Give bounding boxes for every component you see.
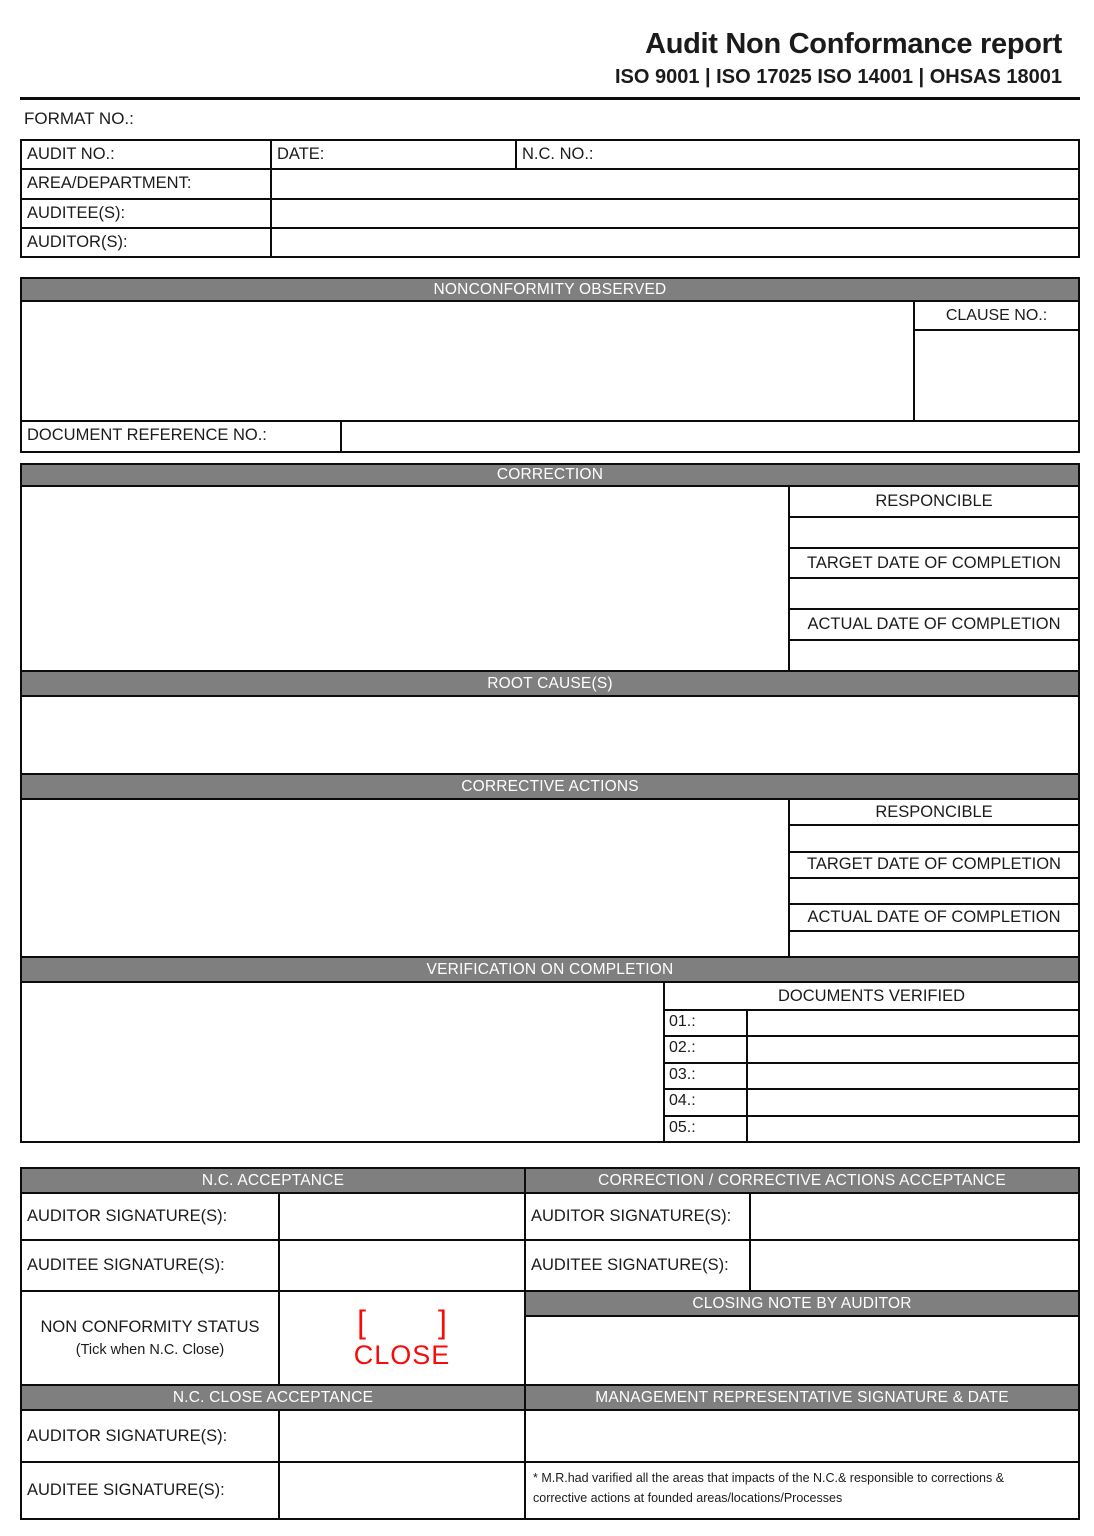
mr-verification-footnote [526, 1463, 1078, 1518]
nonconformity-text-field[interactable] [22, 302, 913, 420]
page-subtitle: ISO 9001 | ISO 17025 ISO 14001 | OHSAS 18001 [614, 66, 1062, 88]
nc-auditor-signature-label: AUDITOR SIGNATURE(S): [22, 1194, 280, 1239]
ca-acceptance-header: CORRECTION / CORRECTIVE ACTIONS ACCEPTANCE [526, 1169, 1078, 1192]
area-department-label: AREA/DEPARTMENT: [22, 170, 272, 197]
tick-brackets [357, 1303, 447, 1340]
area-department-field[interactable] [272, 170, 1078, 197]
root-cause-header: ROOT CAUSE(S) [20, 672, 1080, 697]
closing-note-header: CLOSING NOTE BY AUDITOR [526, 1292, 1078, 1317]
table-row [22, 170, 1078, 199]
nonconformity-section [20, 277, 1080, 453]
close-label: CLOSE [353, 1339, 451, 1370]
correction-actual-date-label: ACTUAL DATE OF COMPLETION [790, 610, 1078, 641]
corrective-responsible-field[interactable] [790, 826, 1078, 852]
acceptance-section [20, 1167, 1080, 1520]
corrective-target-date-label: TARGET DATE OF COMPLETION [790, 853, 1078, 879]
nc-auditor-signature-field[interactable] [280, 1194, 524, 1239]
table-row [22, 141, 1078, 170]
nc-status-label [22, 1292, 280, 1384]
root-cause-field[interactable] [22, 697, 1078, 773]
correction-responsible-label: RESPONCIBLE [790, 487, 1078, 518]
close-auditee-signature-label: AUDITEE SIGNATURE(S): [22, 1463, 280, 1518]
clause-no-label: CLAUSE NO.: [915, 302, 1078, 331]
header-rule [20, 97, 1080, 100]
close-auditee-signature-field[interactable] [280, 1463, 524, 1518]
closing-note-field[interactable] [526, 1317, 1078, 1384]
auditors-field[interactable] [272, 229, 1078, 256]
correction-responsible-field[interactable] [790, 518, 1078, 549]
doc-verified-5-field[interactable] [748, 1117, 1078, 1141]
format-no-label: FORMAT NO.: [24, 109, 134, 128]
nonconformity-header: NONCONFORMITY OBSERVED [20, 277, 1080, 302]
close-auditor-signature-label: AUDITOR SIGNATURE(S): [22, 1411, 280, 1461]
doc-verified-3-label: 03.: [665, 1064, 748, 1088]
doc-verified-3-field[interactable] [748, 1064, 1078, 1088]
corrective-responsible-label: RESPONCIBLE [790, 800, 1078, 826]
nc-close-tick-field[interactable] [280, 1292, 524, 1384]
tick-bracket-close: ] [438, 1303, 447, 1340]
correction-target-date-field[interactable] [790, 579, 1078, 610]
close-auditor-signature-field[interactable] [280, 1411, 524, 1461]
verification-text-field[interactable] [22, 983, 663, 1141]
correction-header: CORRECTION [20, 463, 1080, 487]
documents-verified-header: DOCUMENTS VERIFIED [665, 983, 1078, 1011]
ca-auditee-signature-field[interactable] [751, 1241, 1078, 1290]
doc-verified-5-label: 05.: [665, 1117, 748, 1141]
nc-acceptance-header: N.C. ACCEPTANCE [22, 1169, 524, 1192]
table-row [665, 1117, 1078, 1141]
table-row [665, 1064, 1078, 1090]
correction-target-date-label: TARGET DATE OF COMPLETION [790, 549, 1078, 580]
correction-text-field[interactable] [22, 487, 788, 670]
tick-bracket-open: [ [357, 1303, 366, 1340]
table-row [22, 200, 1078, 229]
nc-status-label-line1: NON CONFORMITY STATUS [40, 1318, 260, 1336]
corrective-actions-header: CORRECTIVE ACTIONS [20, 775, 1080, 800]
doc-verified-2-label: 02.: [665, 1037, 748, 1061]
verification-header: VERIFICATION ON COMPLETION [20, 958, 1080, 983]
auditors-label: AUDITOR(S): [22, 229, 272, 256]
auditees-label: AUDITEE(S): [22, 200, 272, 227]
ca-auditee-signature-label: AUDITEE SIGNATURE(S): [526, 1241, 751, 1290]
document-reference-label: DOCUMENT REFERENCE NO.: [22, 422, 342, 451]
info-table [20, 139, 1080, 258]
auditees-field[interactable] [272, 200, 1078, 227]
table-row [665, 1090, 1078, 1116]
footnote-line2: corrective actions at founded areas/locations/Processes [533, 1491, 843, 1505]
corrective-actual-date-field[interactable] [790, 932, 1078, 956]
nc-status-label-line2: (Tick when N.C. Close) [75, 1342, 225, 1358]
clause-no-field[interactable] [915, 331, 1078, 420]
doc-verified-4-label: 04.: [665, 1090, 748, 1114]
date-label: DATE: [272, 141, 517, 168]
doc-verified-4-field[interactable] [748, 1090, 1078, 1114]
doc-verified-1-label: 01.: [665, 1011, 748, 1035]
footnote-line1: * M.R.had varified all the areas that impacts of the N.C.& responsible to corrections & [533, 1471, 1005, 1485]
actions-section [20, 463, 1080, 1143]
table-row [22, 229, 1078, 256]
nc-no-label: N.C. NO.: [522, 145, 594, 163]
nc-auditee-signature-field[interactable] [280, 1241, 524, 1290]
ca-auditor-signature-label: AUDITOR SIGNATURE(S): [526, 1194, 751, 1239]
page-title: Audit Non Conformance report [645, 28, 1062, 60]
corrective-actions-text-field[interactable] [22, 800, 788, 956]
nc-auditee-signature-label: AUDITEE SIGNATURE(S): [22, 1241, 280, 1290]
doc-verified-1-field[interactable] [748, 1011, 1078, 1035]
table-row [665, 1037, 1078, 1063]
corrective-actual-date-label: ACTUAL DATE OF COMPLETION [790, 905, 1078, 931]
nc-close-acceptance-header: N.C. CLOSE ACCEPTANCE [22, 1386, 524, 1409]
doc-verified-2-field[interactable] [748, 1037, 1078, 1061]
table-row [665, 1011, 1078, 1037]
ca-auditor-signature-field[interactable] [751, 1194, 1078, 1239]
mgmt-signature-header: MANAGEMENT REPRESENTATIVE SIGNATURE & DATE [526, 1386, 1078, 1409]
corrective-target-date-field[interactable] [790, 879, 1078, 905]
audit-no-label: AUDIT NO.: [22, 141, 272, 168]
document-reference-field[interactable] [342, 422, 1078, 451]
mgmt-signature-field[interactable] [526, 1411, 1078, 1461]
correction-actual-date-field[interactable] [790, 641, 1078, 670]
